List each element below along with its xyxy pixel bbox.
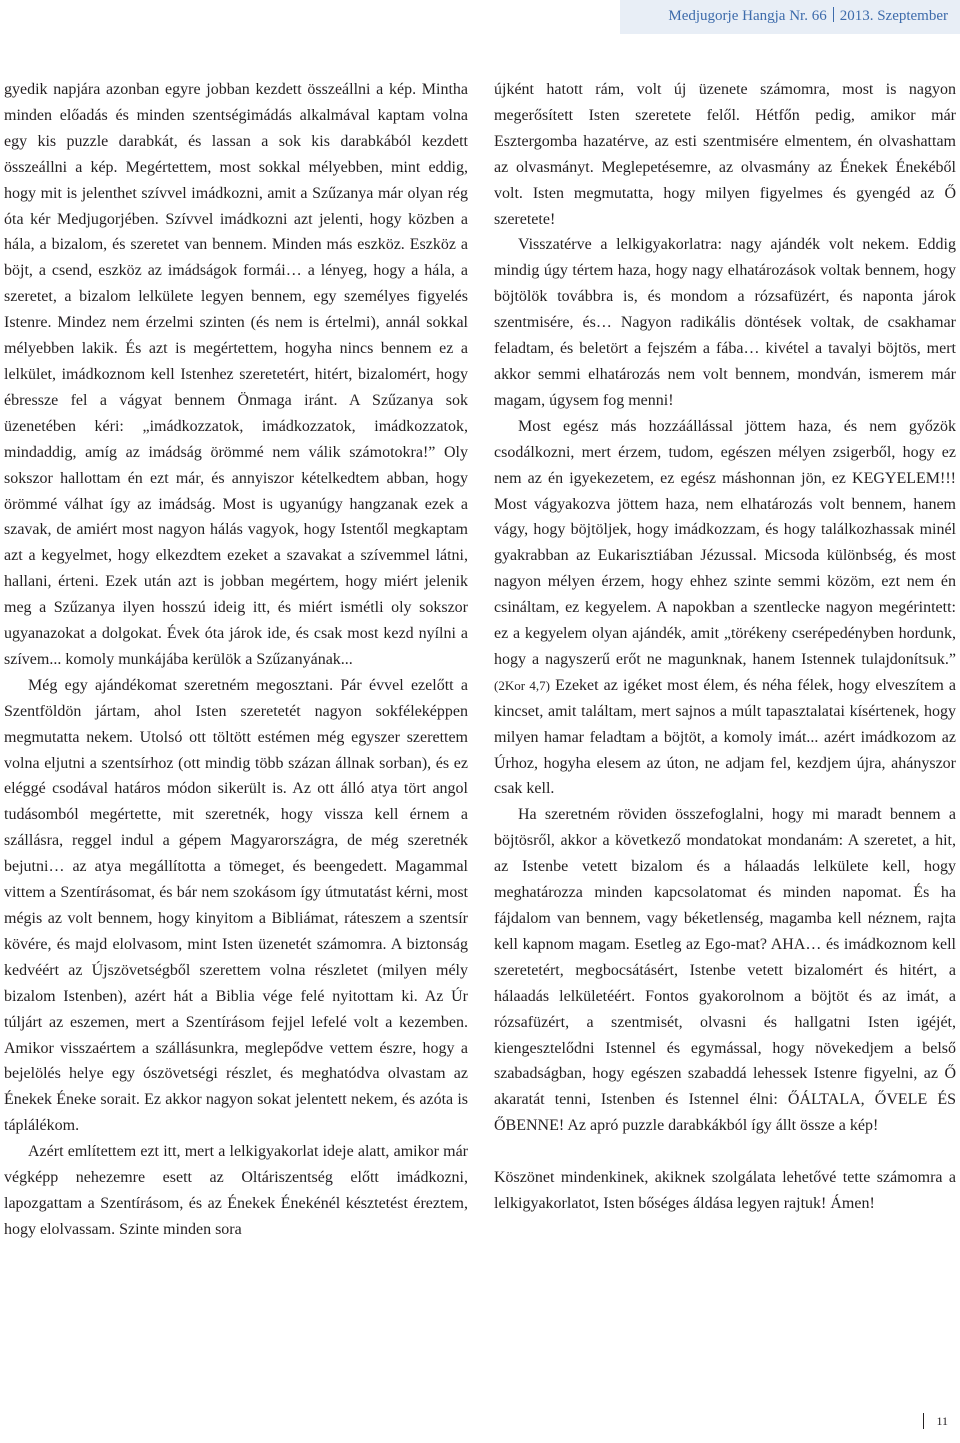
right-paragraph-4: Ha szeretném röviden összefoglalni, hogy mi maradt bennem a böjtösről, akkor a következő mondatokat mondanám: A szeretet, a hit, az Istenbe vetett bizalom és a hálaadás lelkülete kell, hogy meghatározza minden kapcsolatomat és minden napomat. És ha fájdalom van bennem, vagy béketlenség, magamba kell néznem, rajta kell kapnom magam. Esetleg az Ego-mat? AHA… és imádkoznom kell szeretetért, megbocsátásért, Istenbe vetett bizalomért és hitért, a hálaadás lelkületéért. Fontos gyakorolnom a böjtöt és az imát, a rózsafüzért, a szentmisét, olvasni és hallgatni Isten igéjét, kiengesztelődni Istennel és egymással, hogy növekedjem a belső szabadságban, hogy egészen szabaddá lehessek Istenre figyelni, az Ő akaratát tenni, Istenben és Istennel élni: ŐÁLTALA, ŐVELE ÉS ŐBENNE! Az apró puzzle darabkákból így állt össze a kép!	[494, 806, 956, 1135]
footer-divider	[923, 1413, 924, 1429]
running-header	[0, 0, 960, 34]
right-paragraph-1: újként hatott rám, volt új üzenete számomra, most is nagyon megerősített Isten szeretete felől. Hétfőn pedig, amikor már Esztergomba hazatérve, az esti szentmisére elmentem, én olvashattam az olvasmányt. Meglepetésemre, az olvasmány az Énekek Énekéből volt. Isten megmutatta, hogy milyen figyelmes és gyengéd az Ő szeretete!	[494, 81, 956, 228]
left-paragraph-2: Még egy ajándékomat szeretném megosztani. Pár évvel ezelőtt a Szentföldön jártam, ahol Isten szeretetét nagyon sokféleképpen megmutatta nekem. Utolsó ott töltött estémen még egyszer szerettem volna eljutni a szentsírhoz (ott mindig több százan állnak sorban), és ez eléggé csodával határos módon sikerült is. Az ott álló atya tört angol tudásomból megértette, mit szeretnék, hogy vissza kell érnem a szállásra, reggel indul a gépem Magyarországra, de még szeretnék bejutni… az atya megállította a tömeget, és beengedett. Magammal vittem a Szentírásomat, és bár nem szokásom így útmutatást kérni, most mégis az volt bennem, hogy kinyitom a Bibliámat, ráteszem a szentsír kövére, és majd elolvasom, mint Isten üzenetét számomra. A biztonság kedvéért az Újszövetségből szerettem volna részletet (milyen mély bizalom Istenben), azért hát a Biblia vége felé nyitottam ki. Az Úr túljárt az eszemen, mert a Szentírásom fejjel lefelé volt a kezemben. Amikor visszaértem a szállásunkra, meglepődve vettem észre, hogy a bejelölés helye egy ószövetségi részlet, és meghatódva olvastam az Énekek Éneke sorait. Ez akkor nagyon sokat jelentett nekem, és azóta is táplálékom.	[4, 676, 468, 1135]
closing-paragraph: Köszönet mindenkinek, akiknek szolgálata lehetővé tette számomra a lelkigyakorlatot, Isten bőséges áldása legyen rajtuk! Ámen!	[494, 1169, 956, 1213]
page-footer	[923, 1413, 948, 1429]
right-paragraph-2: Visszatérve a lelkigyakorlatra: nagy ajándék volt nekem. Eddig mindig úgy tértem haza, hogy nagy elhatározások voltak bennem, hogy böjtölök továbbra is, és mondom a rózsafüzért, és naponta járok szentmisére, és… Nagyon radikális döntések voltak, de csakhamar feladtam, és beletört a fejszém a fába… kivétel a tavalyi böjtös, mert akkor semmi elhatározás nem volt bennem, mondván, ismerem már magam, úgysem fog menni!	[494, 236, 956, 409]
paragraph-text: Most egész más hozzáállással jöttem haza, és nem győzök csodálkozni, mert érzem, tudom, egészen mélyen zsigerből, hogy ez nem az én igyekezetem, ez egész máshonnan jön, ez KEGYELEM!!! Most vágyakozva jöttem haza, nem elhatározás volt bennem, hanem vágy, hogy böjtöljek, hogy imádkozzam, és hogy találkozhassak minél gyakrabban az Eukarisztiában Jézussal. Micsoda különbség, és most nagyon mélyen érzem, hogy ehhez szinte semmi közöm, ezt nem én csináltam, ez kegyelem. A napokban a szentlecke nagyon megérintett: ez a kegyelem olyan ajándék, amit „törékeny cserépedényben hordunk, hogy a nagyszerű erőt ne magunknak, hanem Istennek tulajdonítsuk.”	[494, 417, 956, 668]
left-paragraph-3: Azért említettem ezt itt, mert a lelkigyakorlat ideje alatt, amikor már végképp nehezemre esett az Oltáriszentség előtt imádkozni, lapozgattam a Szentírásom, és az Énekek Énekénél késztetést éreztem, hogy elolvassam. Szinte minden sora	[4, 1143, 468, 1238]
right-column	[494, 77, 956, 1217]
paragraph-text-end: Ezeket az igéket most élem, és néha félek, hogy elveszítem a kincset, amit találtam, mert sajnos a múlt tapasztalatai kísértenek, hogy milyen hamar feladtam a böjtöt, a komoly imát... azért imádkozom az Úrhoz, hogyha elesem az úton, ne adjam fel, kezdjem újra, ahányszor csak kell.	[494, 676, 956, 798]
left-column	[4, 77, 468, 1243]
right-paragraph-3	[494, 414, 956, 803]
header-text	[668, 7, 948, 25]
page-number: 11	[936, 1414, 948, 1428]
left-paragraph-1: gyedik napjára azonban egyre jobban kezdett összeállni a kép. Mintha minden előadás és minden szentségimádás alkalmával kaptam volna egy kis puzzle darabkát, és lassan a sok kis darabkából kezdett összeállni a kép. Megértettem, most sokkal mélyebben, mint eddig, hogy mit is jelenthet szívvel imádkozni, amit a Szűzanya már olyan rég óta kér Medjugorjében. Szívvel imádkozni azt jelenti, hogy közben a hála, a bizalom, és szeretet van bennem. Minden más eszköz. Eszköz a böjt, a csend, eszköz az imádságok formái… a lényeg, hogy a hála, a szeretet, a bizalom lelkülete legyen bennem, egy személyes figyelés Istenre. Mindez nem érzelmi szinten (és nem is értelmi), annál sokkal mélyebben lakik. És azt is megértettem, hogyha nincs bennem ez a lelkület, imádkoznom kell Istenhez szeretetért, hitért, bizalomért, hogy ébressze fel a vágyat bennem Önmaga iránt. A Szűzanya sok üzenetében kéri: „imádkozzatok, imádkozzatok, imádkozzatok, mindaddig, amíg az imádság örömmé nem válik számotokra!” Oly sokszor hallottam én ezt már, és annyiszor kételkedtem abban, hogy örömmé válhat így az imádság. Most is ugyanúgy hangzanak ezek a szavak, de amiért most nagyon hálás vagyok, hogy Istentől megkaptam azt a kegyelmet, hogy elkezdtem ezeket a szavakat a szívemmel látni, hallani, érteni. Ezek után azt is jobban megértem, hogy miért jelenik meg a Szűzanya ilyen hosszú ideig itt, és miért ismétli oly sokszor ugyanazokat a dolgokat. Évek óta járok ide, és csak most kezd nyílni a szívem... komoly munkájába kerülök a Szűzanyának...	[4, 81, 468, 668]
issue-number: Nr. 66	[789, 8, 827, 24]
bible-reference: (2Kor 4,7)	[494, 677, 550, 693]
issue-date: 2013. Szeptember	[839, 8, 948, 24]
magazine-title: Medjugorje Hangja	[668, 8, 786, 24]
header-divider	[833, 7, 834, 22]
